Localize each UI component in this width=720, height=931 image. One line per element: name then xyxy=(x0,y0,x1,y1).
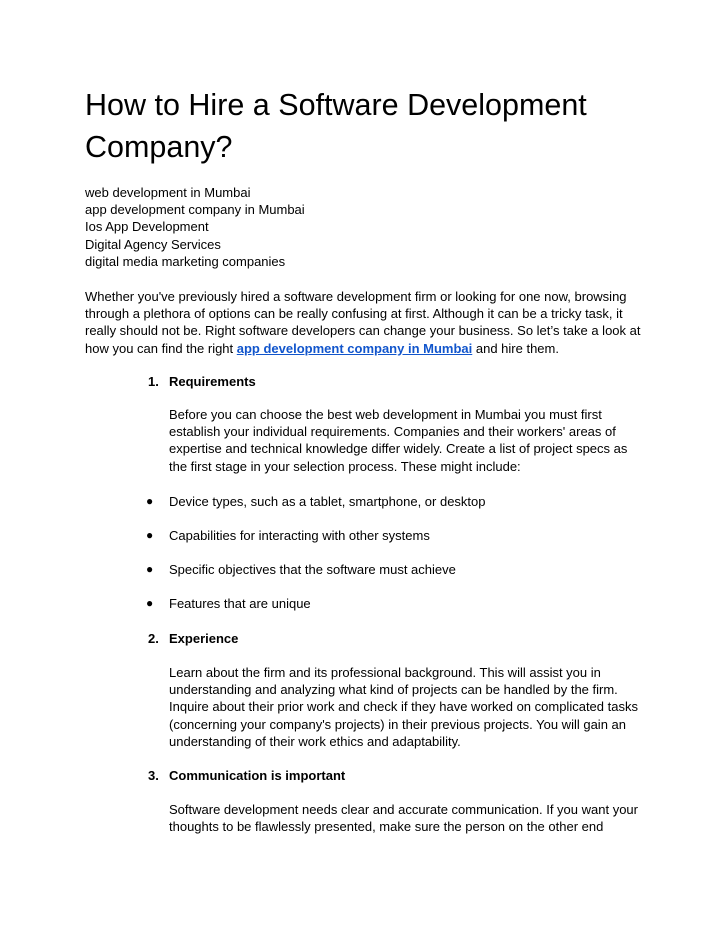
app-development-link[interactable]: app development company in Mumbai xyxy=(236,340,473,356)
page-title: How to Hire a Software Development Company? xyxy=(85,88,587,164)
section-body-communication: Software development needs clear and accurate communication. If you want your thoughts to be flawlessly presented, make sure the person on the other end xyxy=(169,802,638,835)
bullet-item: Features that are unique xyxy=(169,596,311,611)
keyword-item: app development company in Mumbai xyxy=(85,202,305,218)
bullet-item: Capabilities for interacting with other systems xyxy=(169,528,430,543)
intro-text-end: and hire them. xyxy=(472,340,559,356)
section-number: 1. xyxy=(148,374,159,389)
intro-text: Whether you've previously hired a software development firm or looking for one now, browsing through a plethora of options can be really confusing at first. Although it can be a tricky task, it really should not be. Right software developers can change your business. So let’s take a look at how you can find the right xyxy=(85,289,641,356)
section-number: 3. xyxy=(148,768,159,783)
keyword-item: Ios App Development xyxy=(85,219,209,235)
section-heading-requirements: Requirements xyxy=(169,374,256,389)
bullet-icon: ● xyxy=(146,562,154,576)
bullet-icon: ● xyxy=(146,528,154,542)
keyword-item: web development in Mumbai xyxy=(85,185,251,200)
keyword-item: digital media marketing companies xyxy=(85,253,286,269)
bullet-item: Specific objectives that the software must achieve xyxy=(169,562,456,577)
section-heading-experience: Experience xyxy=(169,631,239,646)
keyword-list xyxy=(85,184,305,270)
section-number: 2. xyxy=(148,631,159,646)
bullet-item: Device types, such as a tablet, smartphone, or desktop xyxy=(169,494,486,509)
section-body-experience: Learn about the firm and its professional background. This will assist you in understanding and analyzing what kind of projects can be handled by the firm. Inquire about their prior work and check if they have worked on complicated tasks (concerning your company's projects) in their previous projects. You will gain an understanding of their work ethics and adaptability. xyxy=(169,665,638,749)
bullet-icon: ● xyxy=(146,596,154,610)
section-heading-communication: Communication is important xyxy=(169,768,346,783)
intro-paragraph xyxy=(85,288,645,357)
section-body-requirements: Before you can choose the best web development in Mumbai you must first establish your individual requirements. Companies and their workers' areas of expertise and technical knowledge differ widely. Create a list of project specs as the first stage in your selection process. These might include: xyxy=(169,407,628,474)
bullet-icon: ● xyxy=(146,494,154,508)
keyword-item: Digital Agency Services xyxy=(85,236,221,252)
